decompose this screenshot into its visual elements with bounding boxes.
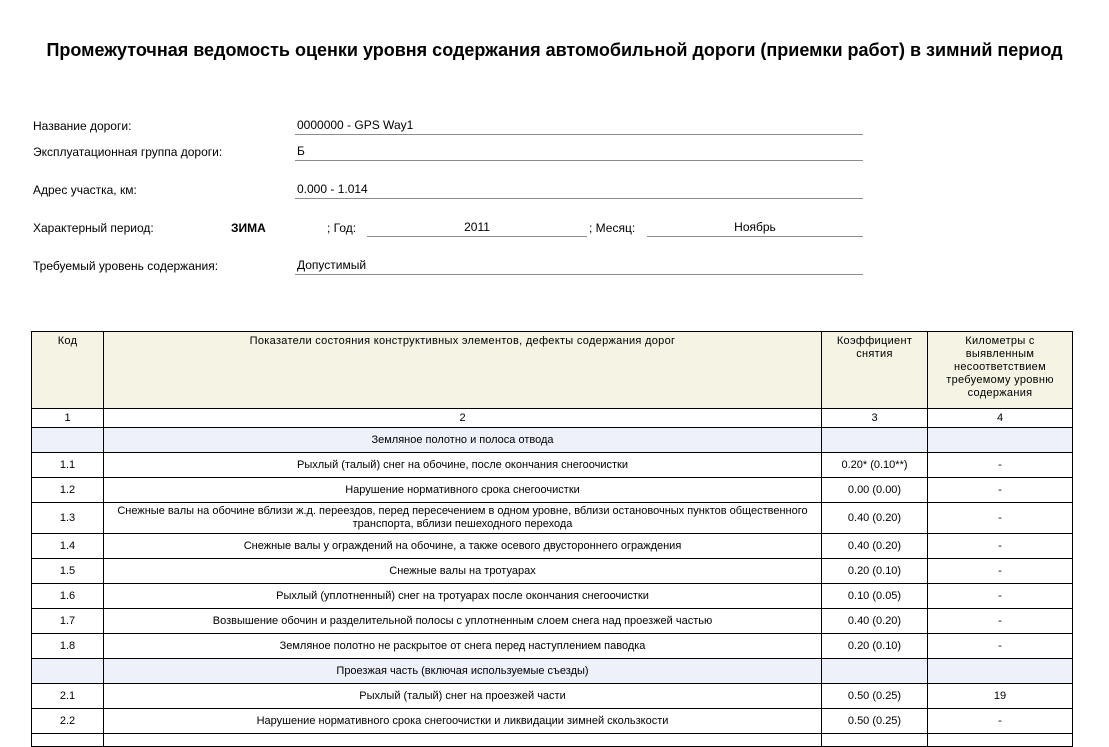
row-code [32, 734, 104, 747]
year-label: ; Год: [327, 221, 357, 235]
row-coef: 0.10 (0.05) [822, 584, 928, 609]
level-value: Допустимый [295, 258, 863, 275]
row-km: 19 [928, 684, 1073, 709]
table-row-partial [32, 734, 1073, 747]
column-number-row [32, 409, 1073, 428]
period-label: Характерный период: [33, 221, 154, 235]
row-coef: 0.50 (0.25) [822, 709, 928, 734]
row-code: 1.5 [32, 559, 104, 584]
row-code: 1.6 [32, 584, 104, 609]
period-value: ЗИМА [231, 221, 266, 235]
row-km: - [928, 709, 1073, 734]
row-code: 1.1 [32, 453, 104, 478]
month-label: ; Месяц: [589, 221, 636, 235]
section-title: Проезжая часть (включая используемые съезды) [104, 659, 822, 684]
row-text: Возвышение обочин и разделительной полосы с уплотненным слоем снега над проезжей частью [104, 609, 822, 634]
group-value: Б [295, 144, 863, 161]
group-label: Эксплуатационная группа дороги: [33, 145, 223, 159]
row-coef: 0.00 (0.00) [822, 478, 928, 503]
row-code: 1.2 [32, 478, 104, 503]
row-text [104, 734, 822, 747]
table-row [32, 559, 1073, 584]
page-title: Промежуточная ведомость оценки уровня содержания автомобильной дороги (приемки работ) в зимний период [46, 40, 1063, 60]
row-text: Снежные валы у ограждений на обочине, а также осевого двустороннего ограждения [104, 534, 822, 559]
table-row [32, 453, 1073, 478]
row-coef: 0.40 (0.20) [822, 534, 928, 559]
row-code: 1.8 [32, 634, 104, 659]
row-code: 2.1 [32, 684, 104, 709]
road-name-label: Название дороги: [33, 119, 132, 133]
table-row [32, 478, 1073, 503]
row-coef: 0.50 (0.25) [822, 684, 928, 709]
row-km: - [928, 584, 1073, 609]
row-text: Рыхлый (талый) снег на проезжей части [104, 684, 822, 709]
section-coef-cell [822, 428, 928, 453]
table-row [32, 609, 1073, 634]
table-header-row [32, 332, 1073, 409]
row-km: - [928, 503, 1073, 534]
row-text: Рыхлый (уплотненный) снег на тротуарах после окончания снегоочистки [104, 584, 822, 609]
row-coef: 0.40 (0.20) [822, 609, 928, 634]
row-km: - [928, 634, 1073, 659]
table-row [32, 584, 1073, 609]
row-km: - [928, 609, 1073, 634]
table-row [32, 634, 1073, 659]
row-text: Снежные валы на тротуарах [104, 559, 822, 584]
table-row [32, 709, 1073, 734]
section-coef-cell [822, 659, 928, 684]
row-km: - [928, 478, 1073, 503]
column-number: 1 [32, 409, 104, 428]
table-row [32, 534, 1073, 559]
row-coef: 0.20 (0.10) [822, 634, 928, 659]
column-number: 3 [822, 409, 928, 428]
header-km: Километры с выявленным несоответствием требуемому уровню содержания [928, 332, 1073, 409]
header-code: Код [32, 332, 104, 409]
row-text: Рыхлый (талый) снег на обочине, после окончания снегоочистки [104, 453, 822, 478]
section-code-cell [32, 428, 104, 453]
row-text: Снежные валы на обочине вблизи ж.д. переездов, перед пересечением в одном уровне, вблизи остановочных пунктов общественного транспорта, вблизи пешеходного перехода [104, 503, 822, 534]
section-title: Земляное полотно и полоса отвода [104, 428, 822, 453]
address-label: Адрес участка, км: [33, 183, 137, 197]
row-km: - [928, 453, 1073, 478]
header-coef: Коэффициент снятия [822, 332, 928, 409]
assessment-table [31, 331, 1073, 747]
road-name-value: 0000000 - GPS Way1 [295, 118, 863, 135]
row-coef: 0.40 (0.20) [822, 503, 928, 534]
row-text: Нарушение нормативного срока снегоочистки [104, 478, 822, 503]
row-code: 1.3 [32, 503, 104, 534]
month-value: Ноябрь [647, 220, 863, 237]
row-km: - [928, 559, 1073, 584]
row-km: - [928, 534, 1073, 559]
level-label: Требуемый уровень содержания: [33, 259, 219, 273]
row-code: 1.7 [32, 609, 104, 634]
column-number: 2 [104, 409, 822, 428]
section-row [32, 428, 1073, 453]
row-code: 1.4 [32, 534, 104, 559]
section-km-cell [928, 659, 1073, 684]
row-text: Земляное полотно не раскрытое от снега перед наступлением паводка [104, 634, 822, 659]
table-row [32, 503, 1073, 534]
row-code: 2.2 [32, 709, 104, 734]
row-coef: 0.20* (0.10**) [822, 453, 928, 478]
address-value: 0.000 - 1.014 [295, 182, 863, 199]
header-indicator: Показатели состояния конструктивных элементов, дефекты содержания дорог [104, 332, 822, 409]
year-value: 2011 [367, 220, 587, 237]
section-code-cell [32, 659, 104, 684]
column-number: 4 [928, 409, 1073, 428]
section-km-cell [928, 428, 1073, 453]
row-text: Нарушение нормативного срока снегоочистки и ликвидации зимней скользкости [104, 709, 822, 734]
section-row [32, 659, 1073, 684]
row-coef: 0.20 (0.10) [822, 559, 928, 584]
table-row [32, 684, 1073, 709]
row-coef [822, 734, 928, 747]
row-km [928, 734, 1073, 747]
